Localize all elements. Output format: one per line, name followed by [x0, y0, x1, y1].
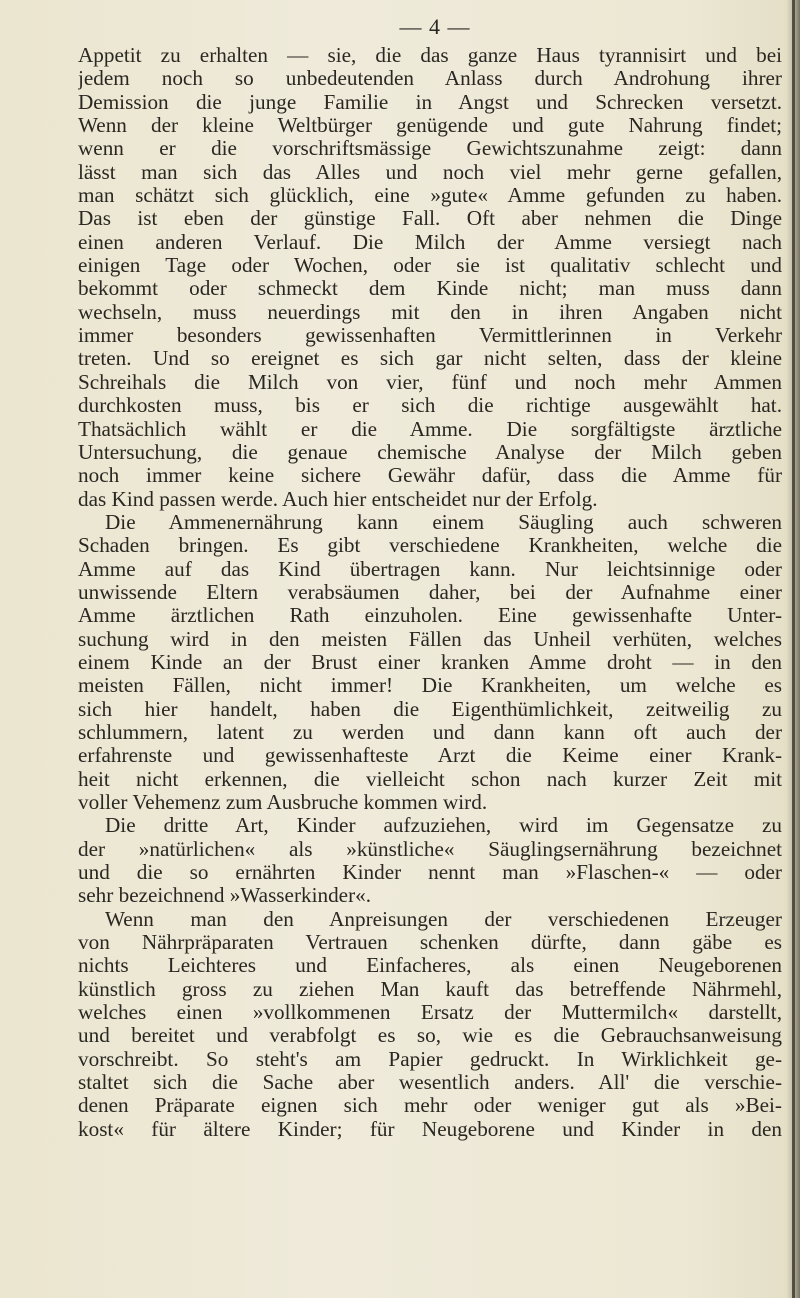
text-line: nichts Leichteres und Einfacheres, als einen Neugeborenen — [78, 954, 782, 978]
text-line: Das ist eben der günstige Fall. Oft aber nehmen die Dinge — [78, 207, 782, 231]
text-line: erfahrenste und gewissenhafteste Arzt die Keime einer Krank- — [78, 744, 782, 768]
text-line: man schätzt sich glücklich, eine »gute« Amme gefunden zu haben. — [78, 184, 782, 208]
text-line: noch immer keine sichere Gewähr dafür, dass die Amme für — [78, 464, 782, 488]
text-line: vorschreibt. So steht's am Papier gedruckt. In Wirklichkeit ge- — [78, 1047, 782, 1071]
page-number: — 4 — — [399, 14, 471, 39]
text-line: immer besonders gewissenhaften Vermittlerinnen in Verkehr — [78, 324, 782, 348]
text-line: einem Kinde an der Brust einer kranken Amme droht — in den — [78, 650, 782, 674]
text-line: meisten Fällen, nicht immer! Die Krankheiten, um welche es — [78, 674, 782, 698]
text-line: denen Präparate eignen sich mehr oder weniger gut als »Bei- — [78, 1094, 782, 1118]
text-line: unwissende Eltern verabsäumen daher, bei der Aufnahme einer — [78, 580, 782, 604]
text-line: jedem noch so unbedeutenden Anlass durch Androhung ihrer — [78, 67, 782, 91]
text-line: Untersuchung, die genaue chemische Analyse der Milch geben — [78, 440, 782, 464]
text-line: staltet sich die Sache aber wesentlich anders. All' die verschie- — [78, 1071, 782, 1095]
text-line: von Nährpräparaten Vertrauen schenken dürfte, dann gäbe es — [78, 931, 782, 955]
body-text — [78, 44, 782, 1141]
text-line: der »natürlichen« als »künstliche« Säuglingsernährung bezeichnet — [78, 837, 782, 861]
text-line: künstlich gross zu ziehen Man kauft das betreffende Nährmehl, — [78, 977, 782, 1001]
text-line: heit nicht erkennen, die vielleicht schon nach kurzer Zeit mit — [78, 767, 782, 791]
text-line: durchkosten muss, bis er sich die richtige ausgewählt hat. — [78, 394, 782, 418]
text-line: Die Ammenernährung kann einem Säugling auch schweren — [105, 510, 782, 534]
text-line: und bereitet und verabfolgt es so, wie es die Gebrauchsanweisung — [78, 1024, 782, 1048]
text-line: Die dritte Art, Kinder aufzuziehen, wird im Gegensatze zu — [105, 814, 782, 838]
text-line: das Kind passen werde. Auch hier entscheidet nur der Erfolg. — [78, 487, 598, 511]
text-line: kost« für ältere Kinder; für Neugeborene und Kinder in den — [78, 1117, 782, 1141]
text-line: lässt man sich das Alles und noch viel mehr gerne gefallen, — [78, 160, 782, 184]
text-line: Demission die junge Familie in Angst und Schrecken versetzt. — [78, 90, 782, 114]
text-line: sich hier handelt, haben die Eigenthümlichkeit, zeitweilig zu — [78, 697, 782, 721]
text-line: wechseln, muss neuerdings mit den in ihren Angaben nicht — [78, 300, 782, 324]
text-line: einen anderen Verlauf. Die Milch der Amme versiegt nach — [78, 230, 782, 254]
text-line: Schreihals die Milch von vier, fünf und noch mehr Ammen — [78, 370, 782, 394]
text-line: sehr bezeichnend »Wasserkinder«. — [78, 884, 372, 908]
text-line: und die so ernährten Kinder nennt man »Flaschen-« — oder — [78, 861, 782, 885]
text-line: Amme auf das Kind übertragen kann. Nur leichtsinnige oder — [78, 557, 782, 581]
text-line: Thatsächlich wählt er die Amme. Die sorgfältigste ärztliche — [78, 417, 782, 441]
text-line: wenn er die vorschriftsmässige Gewichtszunahme zeigt: dann — [78, 137, 782, 161]
text-line: schlummern, latent zu werden und dann kann oft auch der — [78, 720, 782, 744]
text-line: Wenn der kleine Weltbürger genügende und gute Nahrung findet; — [78, 114, 782, 138]
text-line: Schaden bringen. Es gibt verschiedene Krankheiten, welche die — [78, 534, 782, 558]
text-line: treten. Und so ereignet es sich gar nicht selten, dass der kleine — [78, 347, 782, 371]
text-line: einigen Tage oder Wochen, oder sie ist qualitativ schlecht und — [78, 254, 782, 278]
text-line: Appetit zu erhalten — sie, die das ganze Haus tyrannisirt und bei — [78, 44, 782, 67]
text-line: suchung wird in den meisten Fällen das Unheil verhüten, welches — [78, 627, 782, 651]
text-line: welches einen »vollkommenen Ersatz der Muttermilch« darstellt, — [78, 1001, 782, 1025]
text-line: Amme ärztlichen Rath einzuholen. Eine gewissenhafte Unter- — [78, 604, 782, 628]
page-edge-line — [792, 0, 795, 1298]
text-line: voller Vehemenz zum Ausbruche kommen wird. — [78, 791, 488, 814]
text-line: bekommt oder schmeckt dem Kinde nicht; man muss dann — [78, 277, 782, 301]
text-line: Wenn man den Anpreisungen der verschiedenen Erzeuger — [105, 907, 782, 931]
